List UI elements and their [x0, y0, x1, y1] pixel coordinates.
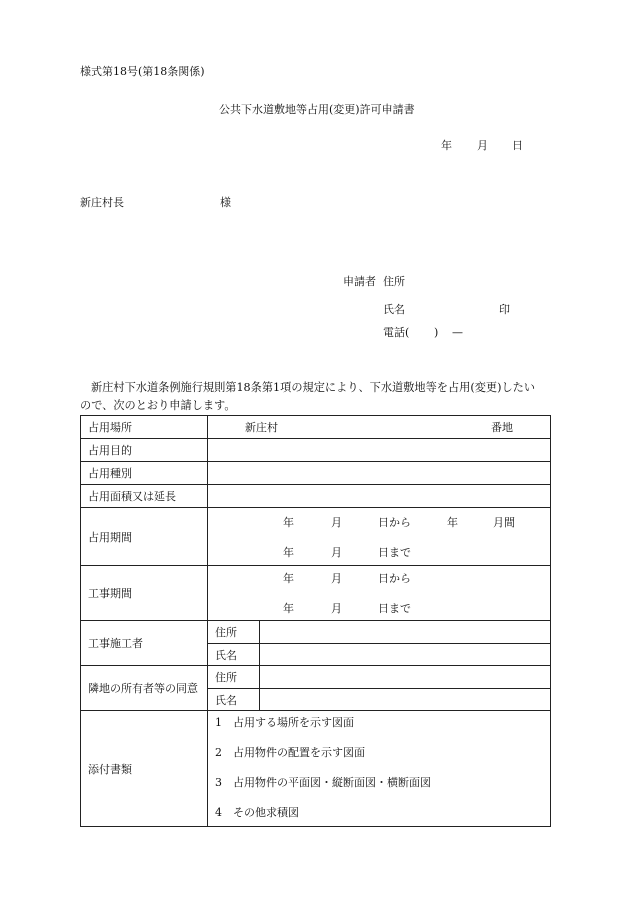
- applicant-phone-label: 電話(: [383, 326, 410, 339]
- period-from: 日から: [378, 516, 411, 529]
- construction-start-month: 月: [331, 572, 342, 585]
- date-year-label: 年: [441, 139, 452, 152]
- period-until: 日まで: [378, 546, 411, 559]
- date-month-label: 月: [477, 139, 488, 152]
- body-text-line2: ので、次のとおり申請します。: [80, 399, 236, 412]
- period-duration-months: 月間: [493, 516, 515, 529]
- location-label: 占用場所: [81, 416, 208, 439]
- form-number: 様式第18号(第18条関係): [80, 65, 205, 78]
- body-text-line1: 新庄村下水道条例施行規則第18条第1項の規定により、下水道敷地等を占用(変更)したい: [91, 381, 536, 394]
- kind-field[interactable]: [208, 462, 551, 485]
- contractor-address-label: 住所: [208, 621, 260, 644]
- location-field[interactable]: [208, 416, 551, 439]
- neighbor-name-field[interactable]: [260, 689, 551, 711]
- neighbor-consent-label: 隣地の所有者等の同意: [81, 666, 208, 711]
- neighbor-address-field[interactable]: [260, 666, 551, 689]
- period-end-month: 月: [331, 546, 342, 559]
- contractor-address-field[interactable]: [260, 621, 551, 644]
- attachment-item: 4 その他求積図: [215, 806, 299, 819]
- attachments-label: 添付書類: [81, 711, 208, 827]
- construction-start-year: 年: [283, 572, 294, 585]
- purpose-label: 占用目的: [81, 439, 208, 462]
- neighbor-name-label: 氏名: [208, 689, 260, 711]
- applicant-phone-dash: —: [452, 326, 463, 339]
- area-label: 占用面積又は延長: [81, 485, 208, 508]
- period-label: 占用期間: [81, 508, 208, 566]
- period-month: 月: [331, 516, 342, 529]
- addressee-name: 新庄村長: [80, 196, 124, 209]
- row-kind: [81, 462, 551, 485]
- row-contractor-address: [81, 621, 551, 644]
- document-title: 公共下水道敷地等占用(変更)許可申請書: [219, 103, 415, 116]
- attachments-list: [208, 711, 551, 827]
- row-purpose: [81, 439, 551, 462]
- area-field[interactable]: [208, 485, 551, 508]
- contractor-label: 工事施工者: [81, 621, 208, 666]
- seal-mark: 印: [499, 303, 510, 316]
- purpose-field[interactable]: [208, 439, 551, 462]
- period-duration-year: 年: [447, 516, 458, 529]
- row-location: [81, 416, 551, 439]
- neighbor-address-label: 住所: [208, 666, 260, 689]
- addressee-honorific: 様: [220, 196, 231, 209]
- contractor-name-label: 氏名: [208, 644, 260, 666]
- row-construction-period: [81, 566, 551, 621]
- row-area: [81, 485, 551, 508]
- kind-label: 占用種別: [81, 462, 208, 485]
- applicant-phone-close: ): [434, 326, 439, 339]
- period-end-year: 年: [283, 546, 294, 559]
- application-table: [80, 415, 551, 827]
- construction-from: 日から: [378, 572, 411, 585]
- location-village: 新庄村: [245, 421, 278, 434]
- attachment-item: 2 占用物件の配置を示す図面: [215, 746, 365, 759]
- applicant-name-label: 氏名: [383, 303, 405, 316]
- construction-end-month: 月: [331, 602, 342, 615]
- construction-until: 日まで: [378, 602, 411, 615]
- row-attachments: [81, 711, 551, 827]
- period-year: 年: [283, 516, 294, 529]
- attachment-item: 3 占用物件の平面図・縦断面図・横断面図: [215, 776, 431, 789]
- construction-end-year: 年: [283, 602, 294, 615]
- row-neighbor-address: [81, 666, 551, 689]
- construction-period-field[interactable]: [208, 566, 551, 621]
- applicant-label: 申請者: [343, 275, 376, 288]
- construction-period-label: 工事期間: [81, 566, 208, 621]
- attachment-item: 1 占用する場所を示す図面: [215, 716, 354, 729]
- period-field[interactable]: [208, 508, 551, 566]
- location-lot-label: 番地: [491, 421, 513, 434]
- row-period: [81, 508, 551, 566]
- applicant-address-label: 住所: [383, 275, 405, 288]
- contractor-name-field[interactable]: [260, 644, 551, 666]
- date-day-label: 日: [512, 139, 523, 152]
